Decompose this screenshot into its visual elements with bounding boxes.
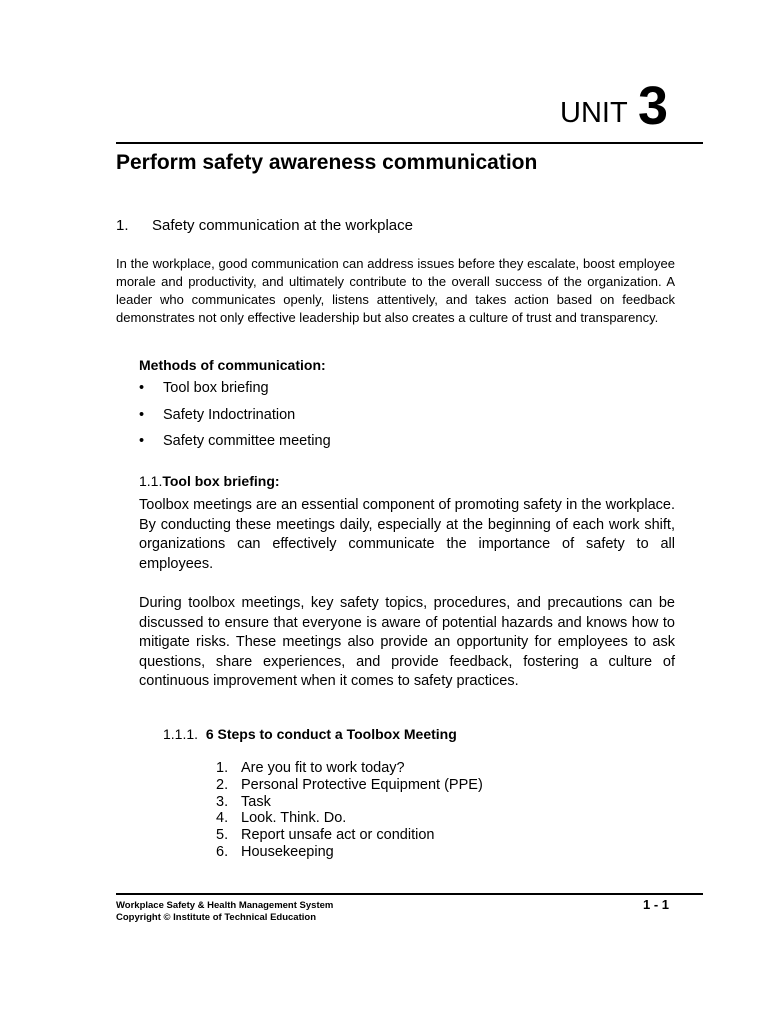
list-item: 4. Look. Think. Do.	[216, 810, 347, 827]
section-heading	[116, 217, 413, 234]
footer-rule	[116, 893, 703, 895]
page-number: 1 - 1	[643, 897, 670, 912]
page-title: Perform safety awareness communication	[116, 151, 538, 174]
list-item: 6. Housekeeping	[216, 843, 334, 860]
toolbox-paragraph-1: Toolbox meetings are an essential component of promoting safety in the workplace. By conducting these meetings daily, especially at the beginning of each work shift, organizations can effectively communicate the importance of safety to all employees.	[139, 497, 675, 572]
subsection-number: 1.1.	[139, 473, 163, 489]
list-item: • Safety committee meeting	[139, 433, 331, 460]
subsubsection-title: 6 Steps to conduct a Toolbox Meeting	[205, 726, 457, 742]
footer-title: Workplace Safety & Health Management System	[116, 900, 334, 911]
unit-number: 3	[638, 76, 669, 136]
header-rule	[116, 142, 703, 144]
footer-copyright: Copyright © Institute of Technical Education	[116, 912, 316, 923]
methods-heading: Methods of communication:	[139, 357, 326, 373]
list-item: • Safety Indoctrination	[139, 407, 331, 434]
bullet-icon: •	[139, 433, 145, 449]
bullet-icon: •	[139, 380, 145, 396]
list-item: 2. Personal Protective Equipment (PPE)	[216, 776, 483, 793]
list-item: 3. Task	[216, 793, 271, 810]
section-title: Safety communication at the workplace	[152, 217, 413, 234]
subsubsection-number: 1.1.1.	[163, 726, 199, 742]
bullet-icon: •	[139, 406, 145, 423]
list-item: • Tool box briefing	[139, 380, 331, 407]
subsection-heading	[139, 473, 280, 489]
methods-list	[139, 380, 331, 460]
section-number: 1.	[116, 217, 129, 234]
unit-label: UNIT	[560, 97, 628, 129]
steps-list	[216, 760, 483, 861]
toolbox-paragraph-2: During toolbox meetings, key safety topics, procedures, and precautions can be discussed to ensure that everyone is aware of potential hazards and knows how to mitigate risks. These meetings also provide an opportunity for employees to ask questions, share experiences, and provide feedback, fostering a culture of continuous improvement when it comes to safety practices.	[139, 595, 675, 689]
subsection-title: Tool box briefing:	[162, 473, 280, 489]
intro-paragraph: In the workplace, good communication can address issues before they escalate, boost employee morale and productivity, and ultimately contribute to the overall success of the organization. A leader who communicates openly, listens attentively, and takes action based on feedback demonstrates not only effective leadership but also creates a culture of trust and transparency.	[116, 256, 675, 325]
list-item: 5. Report unsafe act or condition	[216, 827, 435, 844]
subsubsection-heading	[163, 726, 457, 742]
list-item: 1. Are you fit to work today?	[216, 760, 405, 776]
